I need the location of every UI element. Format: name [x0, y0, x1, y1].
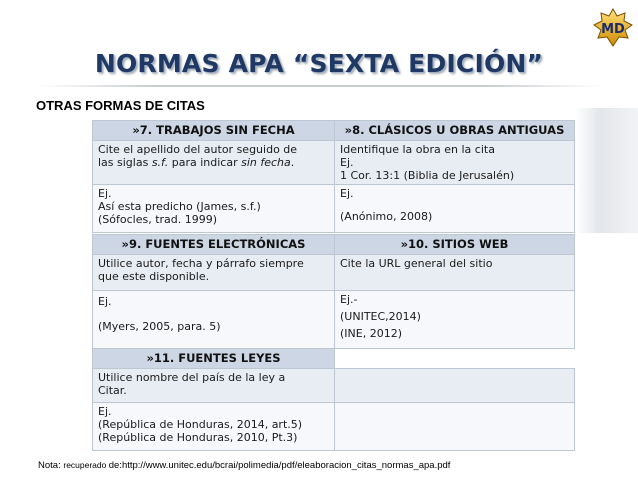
empty-cell — [335, 349, 575, 369]
page-title: NORMAS APA “SEXTA EDICIÓN” — [94, 49, 544, 78]
desc-line: las siglas s.f. para indicar sin fecha. — [98, 156, 295, 169]
desc-trabajos-sin-fecha — [93, 141, 335, 185]
desc-line: Citar. — [98, 384, 127, 397]
desc-line: Utilice nombre del país de la ley a — [98, 371, 286, 384]
table-electronic-and-websites — [92, 234, 575, 349]
example-line: Ej.- — [340, 293, 358, 306]
example-line: Así esta predicho (James, s.f.) — [98, 200, 261, 213]
example-line — [98, 308, 329, 320]
table-no-date-and-classics — [92, 120, 575, 233]
section-subtitle: OTRAS FORMAS DE CITAS — [36, 98, 205, 113]
desc-fuentes-leyes — [93, 369, 335, 403]
table-laws — [92, 348, 575, 451]
header-fuentes-leyes: »11. FUENTES LEYES — [93, 349, 335, 369]
desc-line: Identifique la obra en la cita — [340, 143, 495, 156]
desc-line: Cite la URL general del sitio — [340, 257, 493, 270]
empty-cell — [335, 369, 575, 403]
example-line: Ej. — [98, 405, 112, 418]
source-note — [38, 460, 450, 471]
slide-side-shadow — [575, 108, 638, 233]
desc-fuentes-electronicas — [93, 255, 335, 291]
header-clasicos: »8. CLÁSICOS U OBRAS ANTIGUAS — [335, 121, 575, 141]
example-line: Ej. — [98, 295, 112, 308]
example-fuentes-electronicas — [93, 291, 335, 349]
example-clasicos — [335, 185, 575, 233]
title-divider — [40, 85, 600, 87]
example-line: Ej. — [98, 187, 112, 200]
header-trabajos-sin-fecha: »7. TRABAJOS SIN FECHA — [93, 121, 335, 141]
example-line: (UNITEC,2014) — [340, 310, 421, 323]
desc-line: que este disponible. — [98, 270, 210, 283]
logo-text: MD — [601, 22, 625, 37]
example-sitios-web — [335, 291, 575, 349]
example-trabajos-sin-fecha — [93, 185, 335, 233]
example-fuentes-leyes — [93, 403, 335, 451]
note-prefix: Nota: — [38, 460, 64, 471]
note-recuperado: recuperado — [63, 460, 109, 470]
desc-line: 1 Cor. 13:1 (Biblia de Jerusalén) — [340, 169, 515, 182]
desc-line: Cite el apellido del autor seguido de — [98, 143, 298, 156]
desc-line: Ej. — [340, 156, 354, 169]
desc-sitios-web — [335, 255, 575, 291]
example-line: Ej. — [340, 187, 354, 200]
desc-clasicos — [335, 141, 575, 185]
md-logo — [593, 8, 633, 48]
example-line: (INE, 2012) — [340, 327, 402, 340]
note-url: de:http://www.unitec.edu/bcrai/polimedia/pdf/eleaboracion_citas_normas_apa.pdf — [108, 460, 451, 471]
example-line: (República de Honduras, 2014, art.5) — [98, 418, 303, 431]
example-line: (Anónimo, 2008) — [340, 210, 433, 223]
example-line: (República de Honduras, 2010, Pt.3) — [98, 431, 298, 444]
desc-line: Utilice autor, fecha y párrafo siempre — [98, 257, 304, 270]
header-fuentes-electronicas: »9. FUENTES ELECTRÓNICAS — [93, 235, 335, 255]
example-line: (Sófocles, trad. 1999) — [98, 213, 218, 226]
example-line — [340, 200, 569, 210]
example-line: (Myers, 2005, para. 5) — [98, 320, 221, 333]
header-sitios-web: »10. SITIOS WEB — [335, 235, 575, 255]
empty-cell — [335, 403, 575, 451]
